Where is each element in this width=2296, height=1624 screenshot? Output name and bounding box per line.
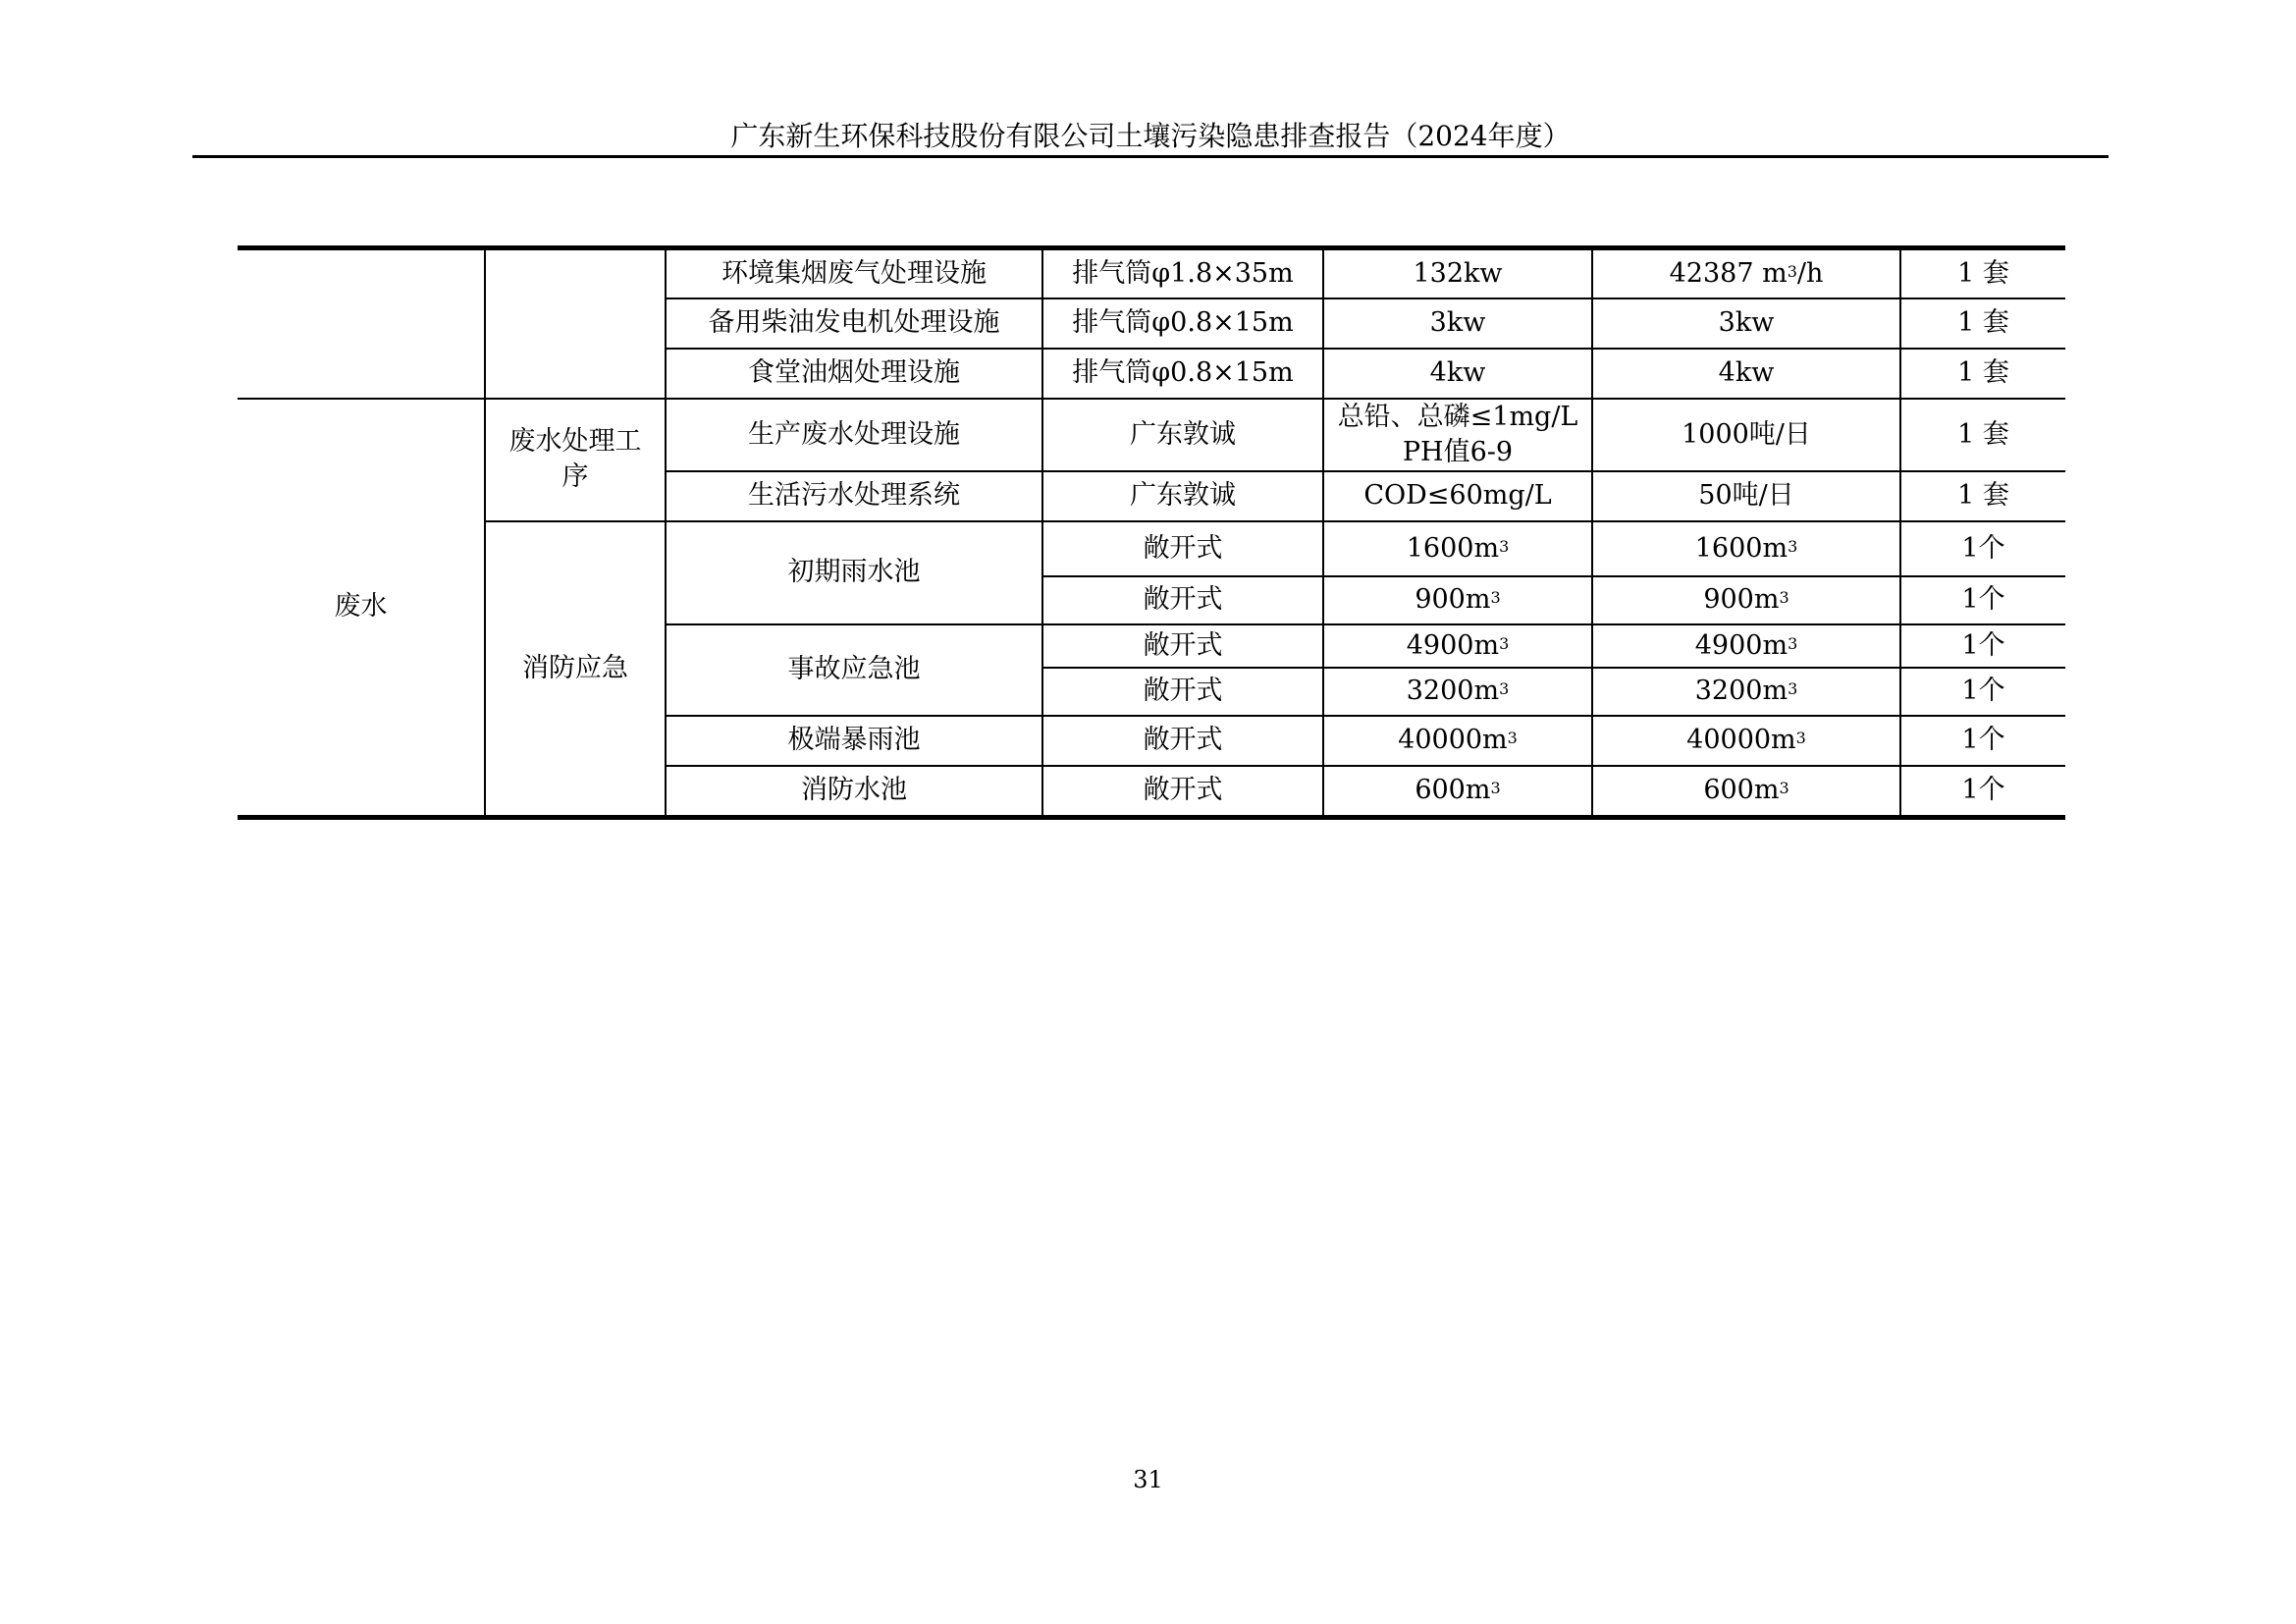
- param-value: 900m: [1703, 584, 1780, 615]
- facility-name-cell: 事故应急池: [666, 624, 1042, 716]
- param-superscript: 3: [1787, 261, 1797, 281]
- facility-capacity-cell: [1323, 399, 1592, 471]
- capacity-superscript: 3: [1490, 779, 1501, 798]
- facility-capacity-cell: 132kw: [1323, 248, 1592, 298]
- capacity-superscript: 3: [1490, 588, 1501, 607]
- facility-count-cell: 1个: [1900, 668, 2065, 716]
- capacity-superscript: 3: [1499, 679, 1510, 698]
- param-superscript: 3: [1779, 588, 1789, 607]
- page-number: 31: [1133, 1466, 1163, 1493]
- facility-count-cell: 1 套: [1900, 298, 2065, 349]
- param-value: 42387 m: [1669, 257, 1788, 289]
- capacity-superscript: 3: [1499, 633, 1510, 653]
- param-superscript: 3: [1788, 633, 1798, 653]
- facility-type-cell: 敞开式: [1042, 716, 1323, 766]
- table-row: [238, 248, 2065, 298]
- facility-type-cell: 排气筒φ0.8×15m: [1042, 349, 1323, 399]
- process-cell-wastewater-treatment: [485, 399, 666, 521]
- facility-name-cell: 环境集烟废气处理设施: [666, 248, 1042, 298]
- process-cell-empty: [485, 248, 666, 399]
- facility-count-cell: 1 套: [1900, 471, 2065, 521]
- table-row: [238, 521, 2065, 576]
- facility-count-cell: 1个: [1900, 521, 2065, 576]
- facility-type-cell: 排气筒φ1.8×35m: [1042, 248, 1323, 298]
- facility-capacity-cell: [1323, 521, 1592, 576]
- facility-name-cell: 极端暴雨池: [666, 716, 1042, 766]
- facility-capacity-cell: COD≤60mg/L: [1323, 471, 1592, 521]
- facility-param-cell: 4kw: [1592, 349, 1900, 399]
- facility-name-cell: 初期雨水池: [666, 521, 1042, 624]
- capacity-value: 3200m: [1406, 676, 1500, 706]
- facility-count-cell: 1个: [1900, 624, 2065, 668]
- facility-name-cell: 备用柴油发电机处理设施: [666, 298, 1042, 349]
- facility-capacity-cell: [1323, 766, 1592, 818]
- process-label-line1: 废水处理工: [508, 426, 642, 457]
- facility-count-cell: 1 套: [1900, 349, 2065, 399]
- facility-param-cell: 3kw: [1592, 298, 1900, 349]
- facility-count-cell: 1个: [1900, 576, 2065, 624]
- facility-capacity-cell: [1323, 624, 1592, 668]
- category-cell-empty: [238, 248, 485, 399]
- param-superscript: 3: [1779, 779, 1789, 798]
- facility-count-cell: 1 套: [1900, 248, 2065, 298]
- facility-param-cell: 1000吨/日: [1592, 399, 1900, 471]
- param-superscript: 3: [1788, 679, 1798, 698]
- facility-param-cell: [1592, 668, 1900, 716]
- capacity-superscript: 3: [1499, 536, 1510, 556]
- param-superscript: 3: [1788, 536, 1798, 556]
- facility-count-cell: 1个: [1900, 766, 2065, 818]
- facility-type-cell: 广东敦诚: [1042, 399, 1323, 471]
- capacity-value: 1600m: [1406, 532, 1500, 564]
- facility-type-cell: 敞开式: [1042, 576, 1323, 624]
- facility-capacity-cell: [1323, 668, 1592, 716]
- capacity-value: 4900m: [1406, 629, 1500, 661]
- facility-param-cell: 50吨/日: [1592, 471, 1900, 521]
- category-cell-wastewater: 废水: [238, 399, 485, 818]
- facility-count-cell: 1个: [1900, 716, 2065, 766]
- facility-table: [238, 245, 2065, 820]
- facility-param-cell: [1592, 716, 1900, 766]
- facility-name-cell: 食堂油烟处理设施: [666, 349, 1042, 399]
- param-superscript: 3: [1795, 729, 1806, 747]
- facility-capacity-cell: [1323, 716, 1592, 766]
- capacity-line1: 总铅、总磷≤1mg/L: [1337, 401, 1578, 432]
- param-value: 600m: [1703, 775, 1780, 806]
- table-row: [238, 399, 2065, 471]
- process-label-line2: 序: [561, 461, 589, 492]
- facility-param-cell: [1592, 521, 1900, 576]
- facility-name-cell: 生活污水处理系统: [666, 471, 1042, 521]
- facility-capacity-cell: 3kw: [1323, 298, 1592, 349]
- facility-param-cell: [1592, 576, 1900, 624]
- capacity-line2: PH值6-9: [1402, 436, 1514, 467]
- facility-capacity-cell: [1323, 576, 1592, 624]
- facility-param-cell: [1592, 248, 1900, 298]
- facility-param-cell: [1592, 766, 1900, 818]
- facility-type-cell: 敞开式: [1042, 766, 1323, 818]
- page-header: 广东新生环保科技股份有限公司土壤污染隐患排查报告（2024年度）: [730, 120, 1571, 152]
- facility-param-cell: [1592, 624, 1900, 668]
- facility-name-cell: 消防水池: [666, 766, 1042, 818]
- param-value: 4900m: [1694, 629, 1789, 661]
- facility-type-cell: 排气筒φ0.8×15m: [1042, 298, 1323, 349]
- facility-type-cell: 敞开式: [1042, 624, 1323, 668]
- facility-type-cell: 敞开式: [1042, 668, 1323, 716]
- capacity-value: 900m: [1415, 584, 1491, 615]
- param-value: 3200m: [1694, 676, 1789, 706]
- param-tail: /h: [1796, 257, 1824, 289]
- facility-capacity-cell: 4kw: [1323, 349, 1592, 399]
- capacity-value: 40000m: [1398, 725, 1508, 755]
- facility-type-cell: 敞开式: [1042, 521, 1323, 576]
- param-value: 40000m: [1686, 725, 1796, 755]
- process-cell-fire-emergency: 消防应急: [485, 521, 666, 818]
- capacity-value: 600m: [1415, 775, 1491, 806]
- facility-count-cell: 1 套: [1900, 399, 2065, 471]
- capacity-superscript: 3: [1507, 729, 1518, 747]
- facility-type-cell: 广东敦诚: [1042, 471, 1323, 521]
- facility-name-cell: 生产废水处理设施: [666, 399, 1042, 471]
- param-value: 1600m: [1694, 532, 1789, 564]
- header-rule: [192, 155, 2109, 158]
